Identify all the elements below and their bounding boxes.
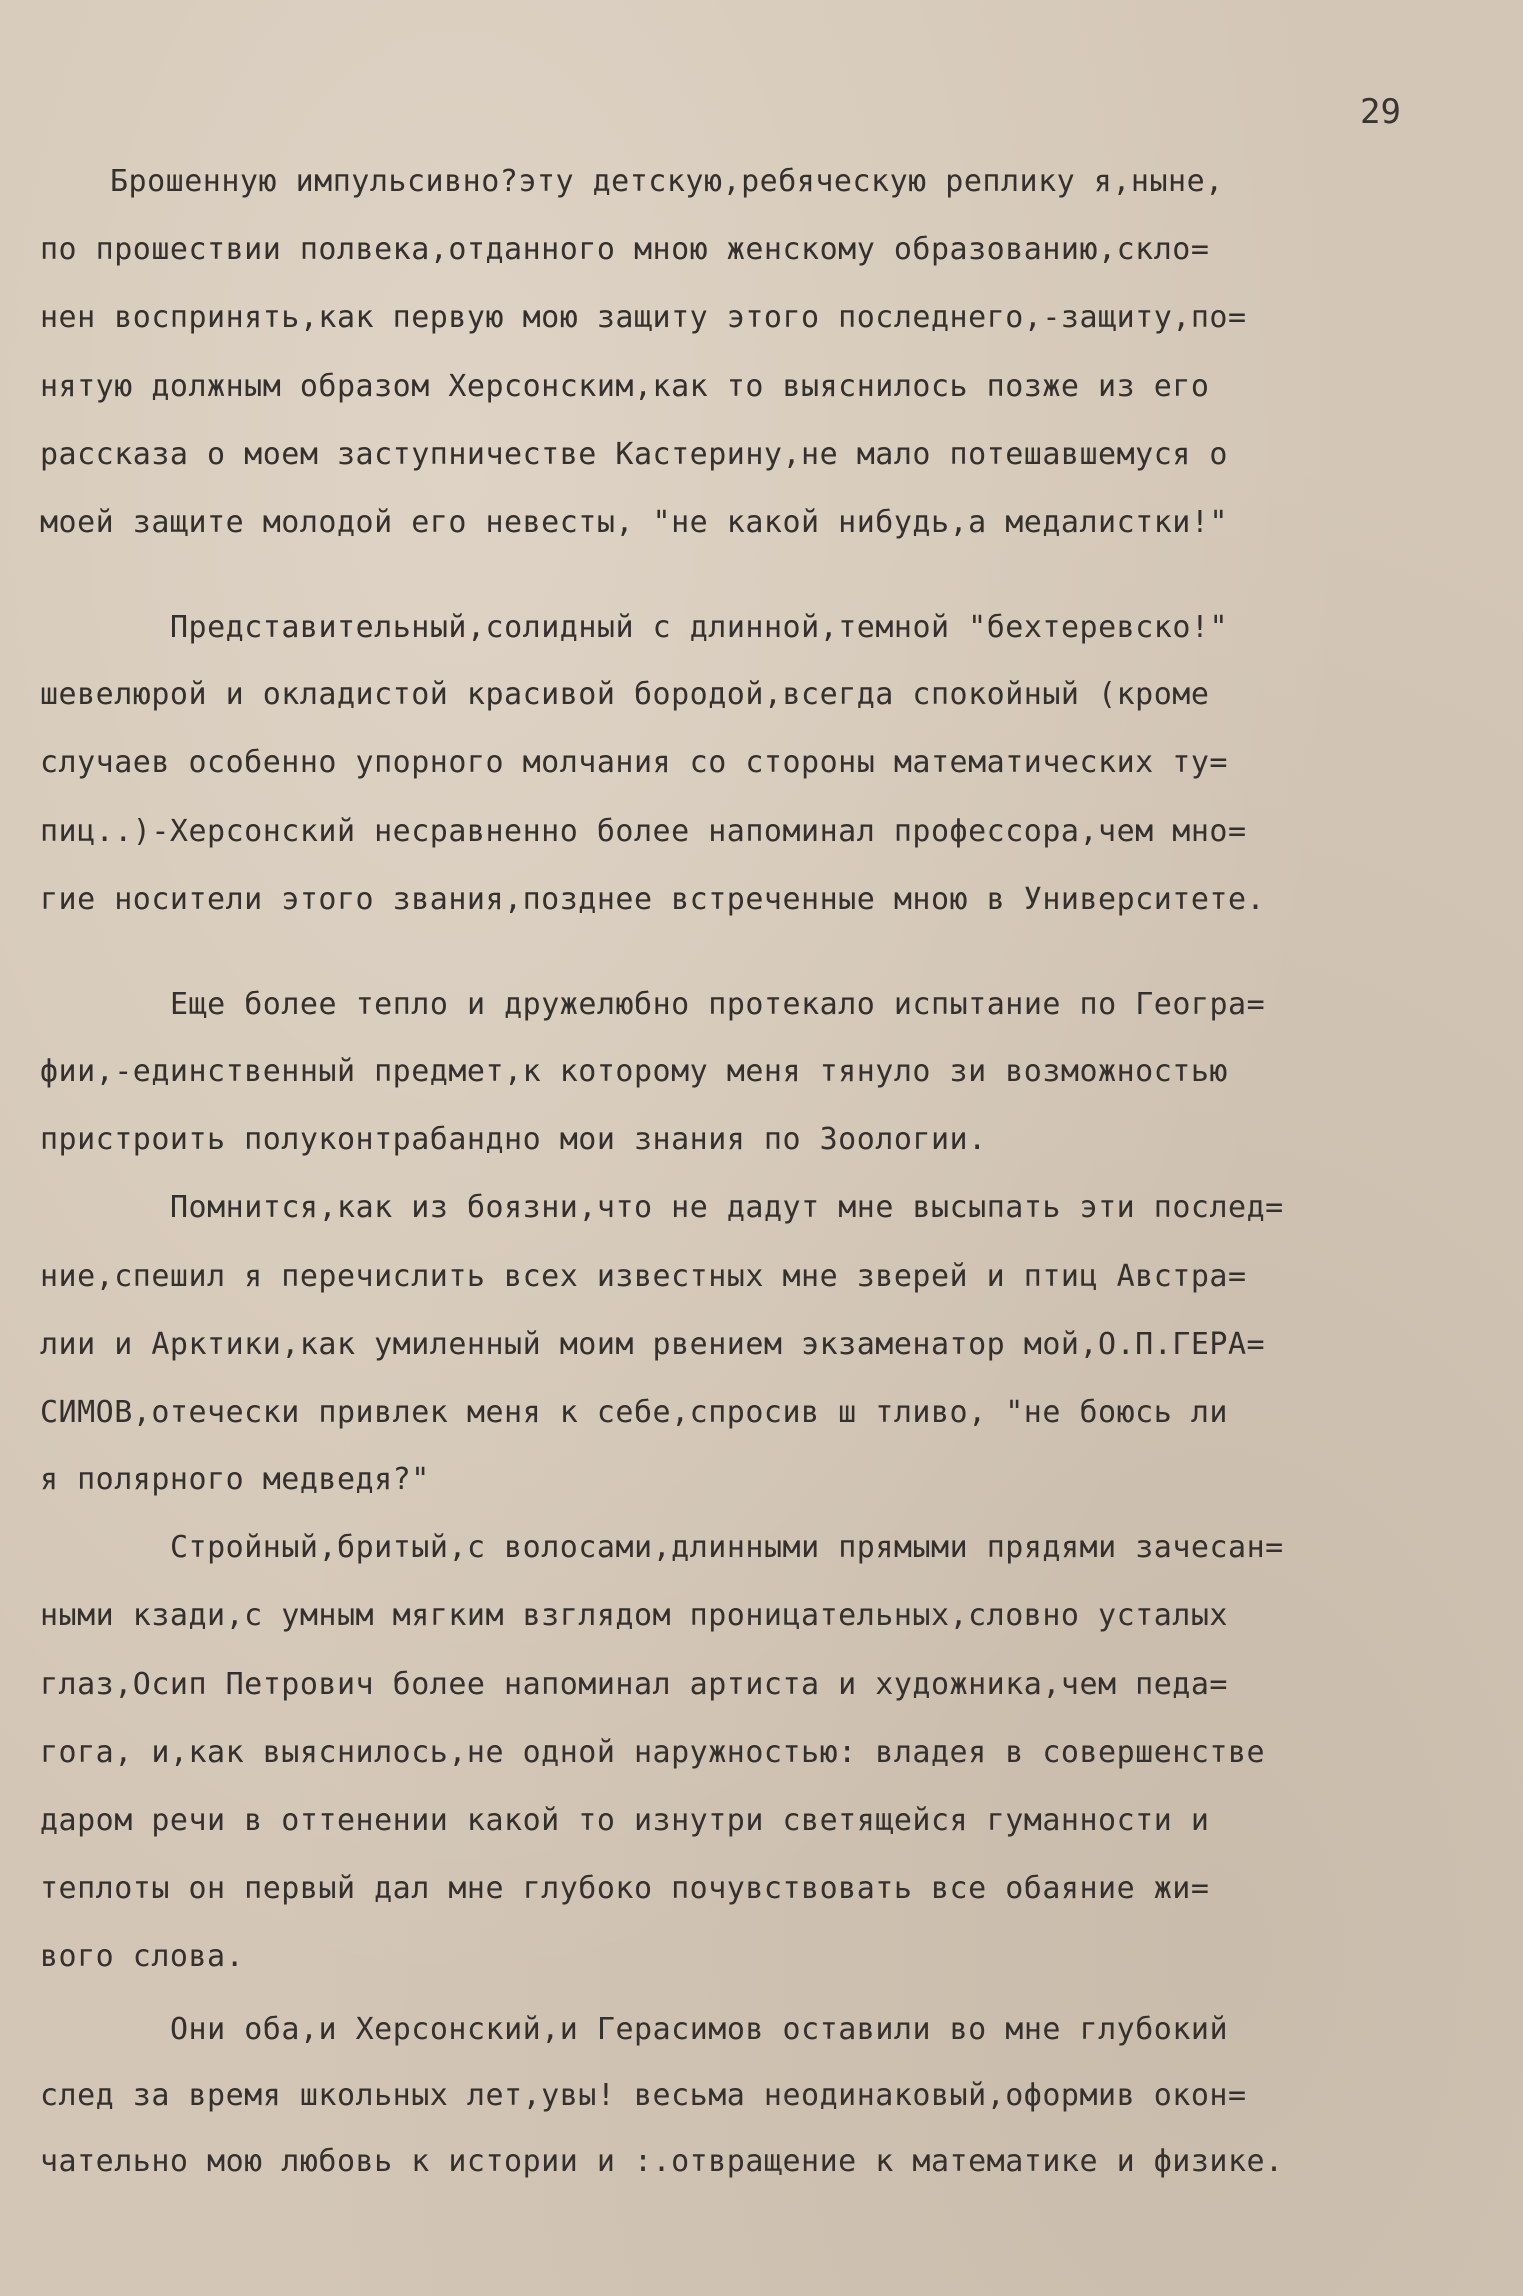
text-line: случаев особенно упорного молчания со стороны математических ту= [40, 745, 1228, 780]
text-line: шевелюрой и окладистой красивой бородой,всегда спокойный (кроме [40, 677, 1210, 712]
text-line: пристроить полуконтрабандно мои знания по Зоологии. [40, 1122, 987, 1157]
text-line: рассказа о моем заступничестве Кастерину,не мало потешавшемуся о [40, 437, 1228, 472]
text-line: вого слова. [40, 1939, 245, 1974]
text-line: Представительный,солидный с длинной,темной "бехтеревско!" [170, 610, 1229, 645]
text-line: глаз,Осип Петрович более напоминал артиста и художника,чем педа= [40, 1667, 1228, 1702]
text-line: ными кзади,с умным мягким взглядом проницательных,словно усталых [40, 1598, 1228, 1633]
text-line: ние,спешил я перечислить всех известных мне зверей и птиц Австра= [40, 1259, 1247, 1294]
text-line: я полярного медведя?" [40, 1462, 430, 1497]
text-line: моей защите молодой его невесты, "не какой нибудь,а медалистки!" [40, 505, 1228, 540]
text-line: нятую должным образом Херсонским,как то выяснилось позже из его [40, 369, 1210, 404]
text-line: теплоты он первый дал мне глубоко почувствовать все обаяние жи= [40, 1871, 1210, 1906]
text-line: фии,-единственный предмет,к которому меня тянуло зи возможностью [40, 1054, 1228, 1089]
page-number: 29 [1360, 92, 1401, 132]
text-line: гие носители этого звания,позднее встреченные мною в Университете. [40, 882, 1266, 917]
text-line: нен воспринять,как первую мою защиту этого последнего,-защиту,по= [40, 300, 1247, 335]
text-line: гога, и,как выяснилось,не одной наружностью: владея в совершенстве [40, 1735, 1266, 1770]
text-line: пиц..)-Херсонский несравненно более напоминал профессора,чем мно= [40, 814, 1247, 849]
text-line: Они оба,и Херсонский,и Герасимов оставили во мне глубокий [170, 2012, 1229, 2047]
text-line: Брошенную импульсивно?эту детскую,ребяческую реплику я,ныне, [110, 164, 1224, 199]
text-line: чательно мою любовь к истории и :.отвращение к математике и физике. [40, 2144, 1284, 2179]
text-line: СИМОВ,отечески привлек меня к себе,спросив ш тливо, "не боюсь ли [40, 1395, 1228, 1430]
text-line: даром речи в оттенении какой то изнутри светящейся гуманности и [40, 1803, 1210, 1838]
text-line: Еще более тепло и дружелюбно протекало испытание по Геогра= [170, 987, 1266, 1022]
text-line: по прошествии полвека,отданного мною женскому образованию,скло= [40, 232, 1210, 267]
text-line: след за время школьных лет,увы! весьма неодинаковый,оформив окон= [40, 2078, 1247, 2113]
text-line: Стройный,бритый,с волосами,длинными прямыми прядями зачесан= [170, 1530, 1284, 1565]
text-line: Помнится,как из боязни,что не дадут мне высыпать эти послед= [170, 1190, 1284, 1225]
text-line: лии и Арктики,как умиленный моим рвением экзаменатор мой,О.П.ГЕРА= [40, 1327, 1266, 1362]
